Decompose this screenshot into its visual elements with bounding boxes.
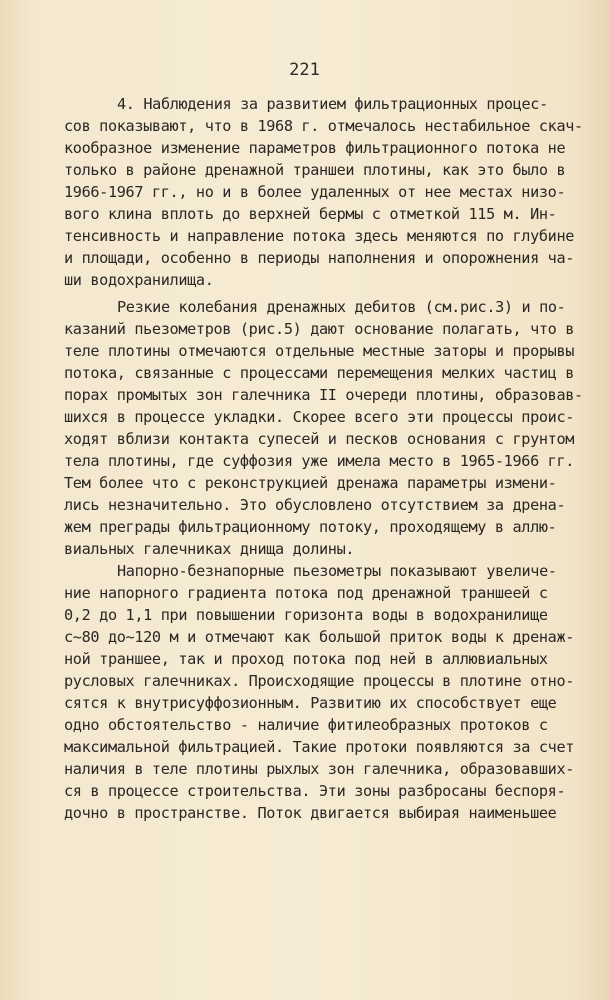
text-line: ние напорного градиента потока под дренажной траншеей с — [64, 584, 548, 602]
text-line: 1966-1967 гг., но и в более удаленных от нее местах низо- — [64, 183, 566, 201]
text-line: тенсивность и направление потока здесь меняются по глубине — [64, 227, 575, 245]
text-line: наличия в теле плотины рыхлых зон галечника, образовавших- — [64, 760, 575, 778]
text-line: максимальной фильтрацией. Такие протоки появляются за счет — [64, 738, 575, 756]
text-line: 4. Наблюдения за развитием фильтрационных процес- — [117, 95, 548, 113]
text-line: виальных галечниках днища долины. — [64, 540, 355, 558]
text-line: Напорно-безнапорные пьезометры показывают увеличе- — [117, 562, 557, 580]
text-line: только в районе дренажной траншеи плотины, как это было в — [64, 161, 566, 179]
text-line: ной траншее, так и проход потока под ней в аллювиальных — [64, 650, 548, 668]
text-line: теле плотины отмечаются отдельные местные заторы и прорывы — [64, 342, 575, 360]
text-line: жем преграды фильтрационному потоку, проходящему в аллю- — [64, 518, 557, 536]
text-line: одно обстоятельство - наличие фитилеобразных протоков с — [64, 716, 548, 734]
text-line: с~80 до~120 м и отмечают как большой приток воды к дренаж- — [64, 628, 575, 646]
text-line: кообразное изменение параметров фильтрационного потока не — [64, 139, 566, 157]
text-line: русловых галечниках. Происходящие процессы в плотине отно- — [64, 672, 575, 690]
text-line: шихся в процессе укладки. Скорее всего эти процессы проис- — [64, 408, 575, 426]
text-line: Резкие колебания дренажных дебитов (см.рис.3) и по- — [117, 298, 566, 316]
text-line: порах промытых зон галечника II очереди плотины, образовав- — [64, 386, 583, 404]
text-line: казаний пьезометров (рис.5) дают основание полагать, что в — [64, 320, 575, 338]
text-line: 0,2 до 1,1 при повышении горизонта воды в водохранилище — [64, 606, 548, 624]
text-line: ся в процессе строительства. Эти зоны разбросаны беспоря- — [64, 782, 566, 800]
page-number: 221 — [289, 60, 320, 80]
text-line: дочно в пространстве. Поток двигается выбирая наименьшее — [64, 804, 557, 822]
text-line: сятся к внутрисуффозионным. Развитию их способствует еще — [64, 694, 557, 712]
text-line: вого клина вплоть до верхней бермы с отметкой 115 м. Ин- — [64, 205, 557, 223]
text-line: лись незначительно. Это обусловлено отсутствием за дрена- — [64, 496, 566, 514]
text-line: потока, связанные с процессами перемещения мелких частиц в — [64, 364, 575, 382]
text-line: Тем более что с реконструкцией дренажа параметры измени- — [64, 474, 557, 492]
text-line: ши водохранилища. — [64, 271, 214, 289]
text-line: и площади, особенно в периоды наполнения и опорожнения ча- — [64, 249, 575, 267]
text-line: сов показывают, что в 1968 г. отмечалось нестабильное скач- — [64, 117, 583, 135]
text-line: тела плотины, где суффозия уже имела место в 1965-1966 гг. — [64, 452, 575, 470]
text-line: ходят вблизи контакта супесей и песков основания с грунтом — [64, 430, 575, 448]
